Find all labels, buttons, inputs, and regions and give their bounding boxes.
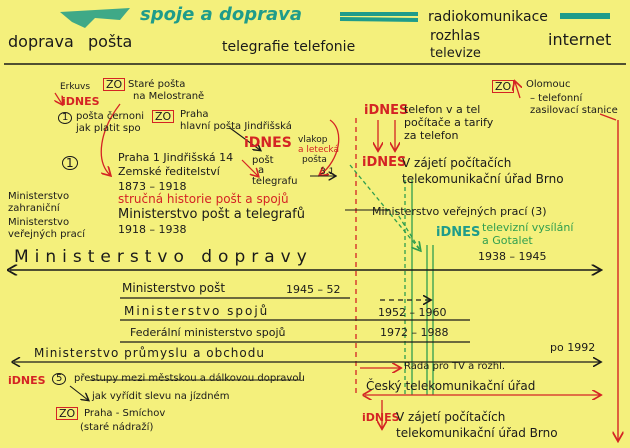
idnes-6: iDNES <box>8 374 46 387</box>
note-min-post-teleg: Ministerstvo pošt a telegrafů <box>118 207 305 222</box>
note-stare-nadrazi: (staré nádraží) <box>80 422 154 433</box>
note-verej: veřejných prací <box>8 229 86 240</box>
header-title: spoje a doprava <box>140 4 303 25</box>
note-zasilovaci: zasilovací stanice <box>530 105 618 116</box>
note-years-1938: 1938 – 1945 <box>478 250 547 263</box>
zo-badge-1: ZO <box>103 78 125 91</box>
note-cesky-tel: Český telekomunikační úřad <box>366 379 536 393</box>
idnes-2: iDNES <box>244 135 292 151</box>
idnes-7: iDNES <box>362 411 400 424</box>
note-praha1: Praha 1 Jindřišská 14 <box>118 151 234 164</box>
note-min-dopravy: Ministerstvo dopravy <box>14 247 313 267</box>
note-min-zahr: Ministerstvo <box>8 191 70 202</box>
zo-badge-2: ZO <box>152 110 174 123</box>
note-erkuvs: Erkuvs <box>60 82 91 92</box>
category-internet: internet <box>548 30 612 49</box>
category-televize: televize <box>430 46 481 61</box>
note-praha-smichov: Praha - Smíchov <box>84 408 166 419</box>
note-min-verej: Ministerstvo <box>8 217 70 228</box>
circle-num-j: 1 <box>62 156 78 170</box>
note-rada-tv: Rada pro TV a rozhl. <box>404 361 506 372</box>
note-vlakova: vlakop <box>298 135 328 145</box>
note-zemske: Zemské ředitelství <box>118 165 220 178</box>
note-fed-min: Federální ministerstvo spojů <box>130 326 286 339</box>
note-pocitaca: počítače a tarify <box>404 116 494 129</box>
note-jak-platit: jak platit spo <box>76 123 141 134</box>
category-doprava: doprava <box>8 32 74 51</box>
note-a-letecka: a letecká <box>298 145 339 155</box>
note-vzajet: V zájetí počítačích <box>402 156 512 170</box>
note-stara-posta: Staré pošta <box>128 79 186 90</box>
note-min-verej-3: Ministerstvo veřejných prací (3) <box>372 205 547 218</box>
note-telev-vysil: televizní vysílání <box>482 221 574 234</box>
note-min-post-4552: Ministerstvo pošt <box>122 281 226 295</box>
header-swoosh <box>60 8 130 28</box>
note-hlavni-posta: hlavní pošta Jindřišská <box>180 121 292 132</box>
note-31: 3.1 <box>320 167 335 177</box>
note-posta: pošta <box>302 155 327 165</box>
note-min-prumyslu: Ministerstvo průmyslu a obchodu <box>34 346 265 360</box>
note-strucna: stručná historie pošt a spojů <box>118 192 289 206</box>
note-years-1952: 1952 – 1960 <box>378 306 447 319</box>
note-telekom-brno2: telekomunikační úřad Brno <box>396 426 558 440</box>
note-telefon-tel: telefon v a tel <box>404 103 481 116</box>
note-prestupy: přestupy mezi městskou a dálkovou dopravou <box>74 373 305 384</box>
note-telegrafu: telegrafu <box>252 176 298 187</box>
zo-badge-3: ZO <box>492 80 514 93</box>
note-melostrana: na Melostraně <box>133 91 205 102</box>
note-years-1972: 1972 – 1988 <box>380 326 449 339</box>
note-posta-cernoni: pošta černoni <box>76 111 145 122</box>
category-posta: pošta <box>88 32 133 51</box>
category-radio: radiokomunikace <box>428 9 548 25</box>
note-olomouc: Olomouc <box>526 79 571 90</box>
note-za-telefon: za telefon <box>404 129 459 142</box>
note-years-4552: 1945 – 52 <box>286 283 341 296</box>
category-rozhlas: rozhlas <box>430 28 480 44</box>
note-min-spoju: Ministerstvo spojů <box>124 304 270 318</box>
note-telekom-brno: telekomunikační úřad Brno <box>402 172 564 186</box>
note-po-1992: po 1992 <box>550 341 596 354</box>
idnes-1: iDNES <box>62 95 100 108</box>
note-a: a <box>258 165 265 176</box>
idnes-4: iDNES <box>362 155 407 170</box>
note-zahranic: zahraniční <box>8 203 60 214</box>
note-jak-vyridit: jak vyřídit slevu na jízdném <box>92 391 230 402</box>
category-telegrafie: telegrafie telefonie <box>222 39 356 55</box>
circle-num-1: 1 <box>58 112 72 124</box>
idnes-3: iDNES <box>364 103 409 118</box>
note-praha: Praha <box>180 109 209 120</box>
note-telefonni: – telefonní <box>530 93 583 104</box>
note-a-gotalet: a Gotalet <box>482 234 533 247</box>
note-vzajet2: V zájetí počítačích <box>396 410 506 424</box>
circle-num-5: 5 <box>52 373 66 385</box>
zo-badge-4: ZO <box>56 407 78 420</box>
note-years-1873: 1873 – 1918 <box>118 180 187 193</box>
idnes-5: iDNES <box>436 225 481 240</box>
note-years-1918: 1918 – 1938 <box>118 223 187 236</box>
note-post2: pošt <box>252 155 274 166</box>
